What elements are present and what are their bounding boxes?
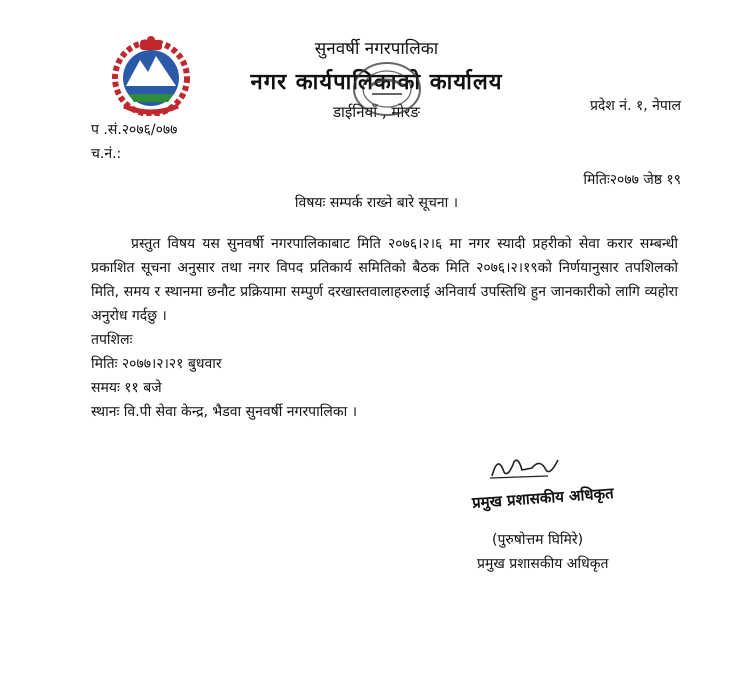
signatory-title: प्रमुख प्रशासकीय अधिकृत [477, 556, 609, 572]
office-location: डाईनियाँ , मोरङ [333, 103, 420, 121]
reference-fiscal-year: प .सं.२०७६/०७७ [91, 122, 178, 138]
province-label: प्रदेश नं. १, नेपाल [589, 98, 681, 114]
details-place: स्थानः वि.पी सेवा केन्द्र, भैडवा सुनवर्षी नगरपालिका । [91, 404, 357, 420]
office-stamp-icon [352, 60, 422, 118]
details-heading: तपशिलः [91, 332, 133, 348]
letter-body: प्रस्तुत विषय यस सुनवर्षी नगरपालिकाबाट मिति २०७६।२।६ मा नगर स्यादी प्रहरीको सेवा करार सम्बन्धी प्रकाशित सूचना अनुसार तथा नगर विपद प्रतिकार्य समितिको बैठक मिति २०७६।२।१९को निर्णयानुसार तपशिलको मिति, समय र स्थानमा छनौट प्रक्रियामा सम्पुर्ण दरखास्तवालाहरुलाई अनिवार्य उपस्तिथि हुन जानकारीको लागि व्यहोरा अनुरोध गर्दछु । [91, 236, 678, 324]
details-date: मितिः २०७७।२।२१ बुधवार [91, 356, 222, 372]
signatory-name: (पुरुषोत्तम घिमिरे) [492, 532, 584, 548]
letter-subject: विषयः सम्पर्क राख्ने बारे सूचना । [294, 195, 459, 211]
details-time: समयः ११ बजे [91, 380, 162, 396]
handwritten-signature [488, 448, 578, 484]
signature-stamp-text: प्रमुख प्रशासकीय अधिकृत [471, 484, 615, 512]
letter-date: मितिः२०७७ जेष्ठ १९ [583, 172, 681, 188]
dispatch-number: च.नं.: [91, 146, 122, 162]
signature-block [470, 448, 640, 518]
office-name: नगर कार्यपालिकाको कार्यालय [250, 70, 503, 95]
municipality-name: सुनवर्षी नगरपालिका [314, 39, 439, 59]
